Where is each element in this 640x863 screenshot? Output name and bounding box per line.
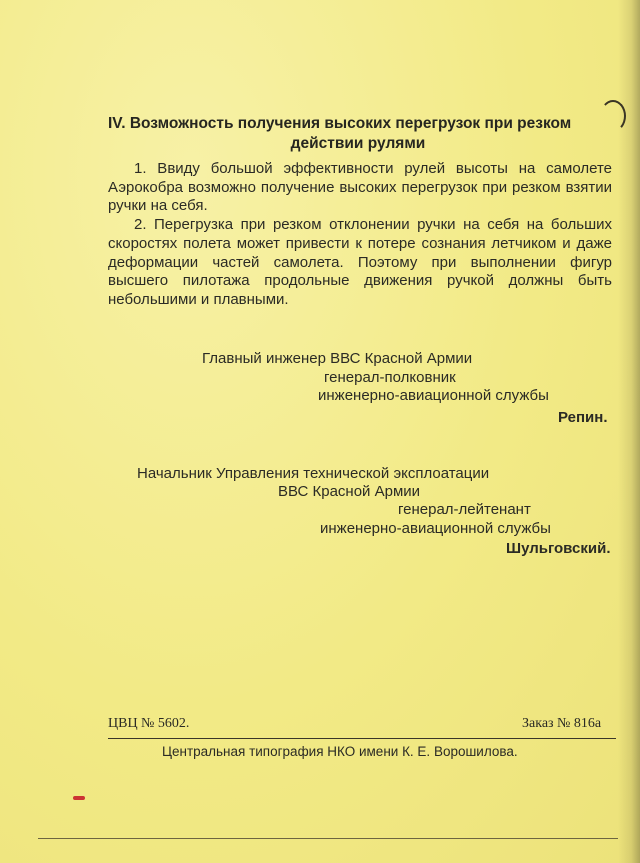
page-edge-shadow <box>618 0 640 863</box>
heading-line-2: действии рулями <box>290 135 426 152</box>
footer-printer: Центральная типография НКО имени К. Е. Ворошилова. <box>162 744 518 759</box>
signature2-rank: генерал-лейтенант <box>398 501 531 518</box>
signature1-service: инженерно-авиационной службы <box>318 387 549 404</box>
paragraph-1: 1. Ввиду большой эффективности рулей высоты на самолете Аэрокобра возможно получение высоких перегрузок при резком взятии ручки на себя. <box>108 160 612 215</box>
signature2-org: ВВС Красной Армии <box>278 483 421 500</box>
signature2-name: Шульговский. <box>506 540 611 557</box>
bottom-edge-line <box>38 838 618 839</box>
signature2-title: Начальник Управления технической эксплоатации <box>137 465 490 482</box>
signature2-service: инженерно-авиационной службы <box>320 520 551 537</box>
signature1-rank: генерал-полковник <box>324 369 456 386</box>
signature1-name: Репин. <box>558 409 608 426</box>
signature1-title: Главный инженер ВВС Красной Армии <box>202 350 473 367</box>
paragraph-2: 2. Перегрузка при резком отклонении ручки на себя на больших скоростях полета может привести к потере сознания летчиком и даже деформации частей самолета. Поэтому при выполнении фигур высшего пилотажа продольные движения ручкой должны быть небольшими и плавными. <box>108 216 612 308</box>
red-ink-mark <box>73 796 85 800</box>
footer-code: ЦВЦ № 5602. <box>108 716 190 731</box>
body-text <box>108 160 612 310</box>
section-heading <box>108 114 608 154</box>
heading-line-1: IV. Возможность получения высоких перегрузок при резком <box>108 115 572 132</box>
footer-order: Заказ № 816а <box>522 716 602 731</box>
footer-rule <box>108 738 616 739</box>
